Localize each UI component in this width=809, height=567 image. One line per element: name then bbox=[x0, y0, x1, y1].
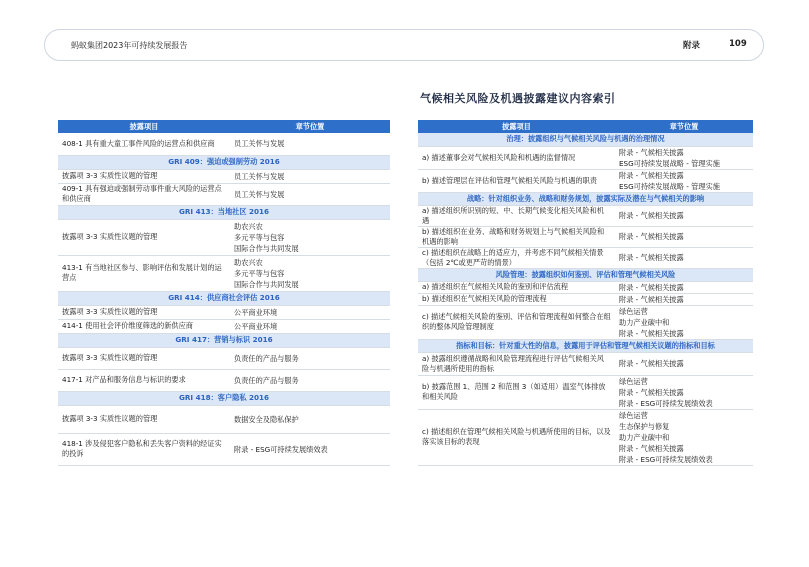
chapter-location bbox=[615, 247, 753, 268]
section-row bbox=[58, 155, 390, 169]
chapter-location bbox=[615, 305, 753, 339]
chapter-location bbox=[230, 347, 390, 369]
location-line: 绿色运营 bbox=[619, 306, 648, 316]
table-row bbox=[58, 183, 390, 205]
section-row bbox=[58, 333, 390, 347]
table-row bbox=[418, 352, 753, 375]
location-line: 国际合作与共同发展 bbox=[234, 243, 299, 253]
disclosure-item: b) 描述管理层在评估和管理气候相关风险与机遇的职责 bbox=[418, 169, 615, 192]
tcfd-index-title: 气候相关风险及机遇披露建议内容索引 bbox=[420, 92, 616, 105]
location-line: 附录 - 气候相关披露 bbox=[619, 328, 684, 338]
chapter-location bbox=[230, 255, 390, 291]
chapter-location bbox=[230, 183, 390, 205]
disclosure-item: c) 描述气候相关风险的鉴别、评估和管理流程如何整合在组织的整体风险管理制度 bbox=[418, 305, 615, 339]
section-heading: 风险管理：披露组织如何鉴别、评估和管理气候相关风险 bbox=[418, 268, 753, 281]
location-line: 负责任的产品与服务 bbox=[234, 375, 299, 385]
disclosure-item: c) 描述组织在管理气候相关风险与机遇所使用的目标，以及落实该目标的表现 bbox=[418, 409, 615, 465]
disclosure-item: 披露项 3-3 实质性议题的管理 bbox=[58, 347, 230, 369]
disclosure-item: 408-1 具有重大童工事件风险的运营点和供应商 bbox=[58, 133, 230, 155]
location-line: 助农兴农 bbox=[234, 221, 263, 231]
section-row bbox=[418, 133, 753, 146]
location-line: 公平商业环境 bbox=[234, 321, 278, 331]
location-line: 员工关怀与发展 bbox=[234, 189, 285, 199]
disclosure-item: 418-1 涉及侵犯客户隐私和丢失客户资料的经证实的投诉 bbox=[58, 433, 230, 465]
table-row bbox=[418, 146, 753, 169]
location-line: 附录 - 气候相关披露 bbox=[619, 147, 684, 157]
section-heading: 治理：披露组织与气候相关风险与机遇的治理情况 bbox=[418, 133, 753, 146]
table-row bbox=[58, 347, 390, 369]
location-line: 附录 - ESG可持续发展绩效表 bbox=[619, 398, 713, 408]
chapter-location bbox=[615, 226, 753, 247]
location-line: 国际合作与共同发展 bbox=[234, 279, 299, 289]
table-row bbox=[418, 247, 753, 268]
location-line: ESG可持续发展战略 - 管理实施 bbox=[619, 158, 720, 168]
section-row bbox=[418, 268, 753, 281]
table-row bbox=[418, 281, 753, 293]
gri-index-table bbox=[58, 120, 390, 466]
chapter-location bbox=[230, 319, 390, 333]
disclosure-item: b) 披露范围 1、范围 2 和范围 3（如适用）温室气体排放和相关风险 bbox=[418, 375, 615, 409]
location-line: 数据安全及隐私保护 bbox=[234, 414, 299, 424]
header-disclosure: 披露项目 bbox=[58, 120, 230, 133]
chapter-location bbox=[615, 352, 753, 375]
location-line: 公平商业环境 bbox=[234, 307, 278, 317]
section-row bbox=[58, 291, 390, 305]
section-heading: 战略：针对组织业务、战略和财务规划，披露实际及潜在与气候相关的影响 bbox=[418, 192, 753, 205]
location-line: ESG可持续发展战略 - 管理实施 bbox=[619, 181, 720, 191]
page-header bbox=[44, 29, 764, 61]
header-location: 章节位置 bbox=[615, 120, 753, 133]
disclosure-item: 409-1 具有强迫或强制劳动事件重大风险的运营点和供应商 bbox=[58, 183, 230, 205]
table-row bbox=[58, 305, 390, 319]
chapter-location bbox=[615, 169, 753, 192]
chapter-location bbox=[615, 205, 753, 226]
location-line: 生态保护与修复 bbox=[619, 421, 670, 431]
section-row bbox=[418, 339, 753, 352]
section-heading: GRI 418：客户隐私 2016 bbox=[58, 391, 390, 405]
location-line: 员工关怀与发展 bbox=[234, 139, 285, 149]
table-row bbox=[418, 293, 753, 305]
location-line: 附录 - ESG可持续发展绩效表 bbox=[619, 454, 713, 464]
table-row bbox=[58, 405, 390, 433]
location-line: 员工关怀与发展 bbox=[234, 171, 285, 181]
disclosure-item: 413-1 有当地社区参与、影响评估和发展计划的运营点 bbox=[58, 255, 230, 291]
header-disclosure: 披露项目 bbox=[418, 120, 615, 133]
location-line: 负责任的产品与服务 bbox=[234, 353, 299, 363]
page-number: 109 bbox=[729, 39, 747, 49]
location-line: 附录 - 气候相关披露 bbox=[619, 387, 684, 397]
section-label: 附录 bbox=[683, 41, 701, 51]
location-line: 助力产业碳中和 bbox=[619, 432, 670, 442]
location-line: 附录 - 气候相关披露 bbox=[619, 253, 684, 262]
location-line: 附录 - 气候相关披露 bbox=[619, 282, 684, 292]
table-row bbox=[58, 433, 390, 465]
location-line: 附录 - ESG可持续发展绩效表 bbox=[234, 444, 328, 454]
location-line: 附录 - 气候相关披露 bbox=[619, 294, 684, 304]
section-row bbox=[58, 391, 390, 405]
tcfd-index-table bbox=[418, 120, 753, 466]
disclosure-item: a) 描述组织所识别的短、中、长期气候变化相关风险和机遇 bbox=[418, 205, 615, 226]
chapter-location bbox=[230, 305, 390, 319]
table-row bbox=[418, 375, 753, 409]
table-row bbox=[418, 169, 753, 192]
table-row bbox=[58, 255, 390, 291]
location-line: 附录 - 气候相关披露 bbox=[619, 232, 684, 241]
table-row bbox=[58, 319, 390, 333]
disclosure-item: a) 披露组织遵循战略和风险管理流程进行评估气候相关风险与机遇所使用的指标 bbox=[418, 352, 615, 375]
disclosure-item: a) 描述组织在气候相关风险的鉴别和评估流程 bbox=[418, 281, 615, 293]
section-heading: 指标和目标：针对重大性的信息，披露用于评估和管理气候相关议题的指标和目标 bbox=[418, 339, 753, 352]
section-heading: GRI 417：营销与标识 2016 bbox=[58, 333, 390, 347]
location-line: 助农兴农 bbox=[234, 257, 263, 267]
location-line: 多元平等与包容 bbox=[234, 268, 285, 278]
section-heading: GRI 414：供应商社会评估 2016 bbox=[58, 291, 390, 305]
section-row bbox=[58, 205, 390, 219]
chapter-location bbox=[230, 433, 390, 465]
disclosure-item: b) 描述组织在气候相关风险的管理流程 bbox=[418, 293, 615, 305]
table-row bbox=[58, 219, 390, 255]
disclosure-item: 披露项 3-3 实质性议题的管理 bbox=[58, 305, 230, 319]
location-line: 绿色运营 bbox=[619, 376, 648, 386]
location-line: 附录 - 气候相关披露 bbox=[619, 170, 684, 180]
table-row bbox=[418, 226, 753, 247]
chapter-location bbox=[230, 369, 390, 391]
disclosure-item: 披露项 3-3 实质性议题的管理 bbox=[58, 219, 230, 255]
section-row bbox=[418, 192, 753, 205]
location-line: 绿色运营 bbox=[619, 410, 648, 420]
location-line: 附录 - 气候相关披露 bbox=[619, 359, 684, 368]
location-line: 附录 - 气候相关披露 bbox=[619, 443, 684, 453]
location-line: 多元平等与包容 bbox=[234, 232, 285, 242]
chapter-location bbox=[615, 293, 753, 305]
chapter-location bbox=[615, 375, 753, 409]
disclosure-item: b) 描述组织在业务、战略和财务规划上与气候相关风险和机遇的影响 bbox=[418, 226, 615, 247]
header-location: 章节位置 bbox=[230, 120, 390, 133]
report-title: 蚂蚁集团2023年可持续发展报告 bbox=[71, 41, 188, 50]
location-line: 附录 - 气候相关披露 bbox=[619, 211, 684, 220]
table-row bbox=[418, 305, 753, 339]
disclosure-item: c) 描述组织在战略上的适应力，并考虑不同气候相关情景（包括 2℃或更严苛的情景） bbox=[418, 247, 615, 268]
section-heading: GRI 409：强迫或强制劳动 2016 bbox=[58, 155, 390, 169]
disclosure-item: 披露项 3-3 实质性议题的管理 bbox=[58, 169, 230, 183]
table-row bbox=[58, 169, 390, 183]
location-line: 助力产业碳中和 bbox=[619, 317, 670, 327]
table-row bbox=[58, 133, 390, 155]
table-row bbox=[418, 205, 753, 226]
section-heading: GRI 413：当地社区 2016 bbox=[58, 205, 390, 219]
disclosure-item: 414-1 使用社会评价维度筛选的新供应商 bbox=[58, 319, 230, 333]
table-row bbox=[58, 369, 390, 391]
chapter-location bbox=[230, 219, 390, 255]
chapter-location bbox=[615, 281, 753, 293]
chapter-location bbox=[230, 133, 390, 155]
disclosure-item: a) 描述董事会对气候相关风险和机遇的监督情况 bbox=[418, 146, 615, 169]
chapter-location bbox=[230, 405, 390, 433]
chapter-location bbox=[230, 169, 390, 183]
chapter-location bbox=[615, 409, 753, 465]
disclosure-item: 417-1 对产品和服务信息与标识的要求 bbox=[58, 369, 230, 391]
table-row bbox=[418, 409, 753, 465]
disclosure-item: 披露项 3-3 实质性议题的管理 bbox=[58, 405, 230, 433]
chapter-location bbox=[615, 146, 753, 169]
